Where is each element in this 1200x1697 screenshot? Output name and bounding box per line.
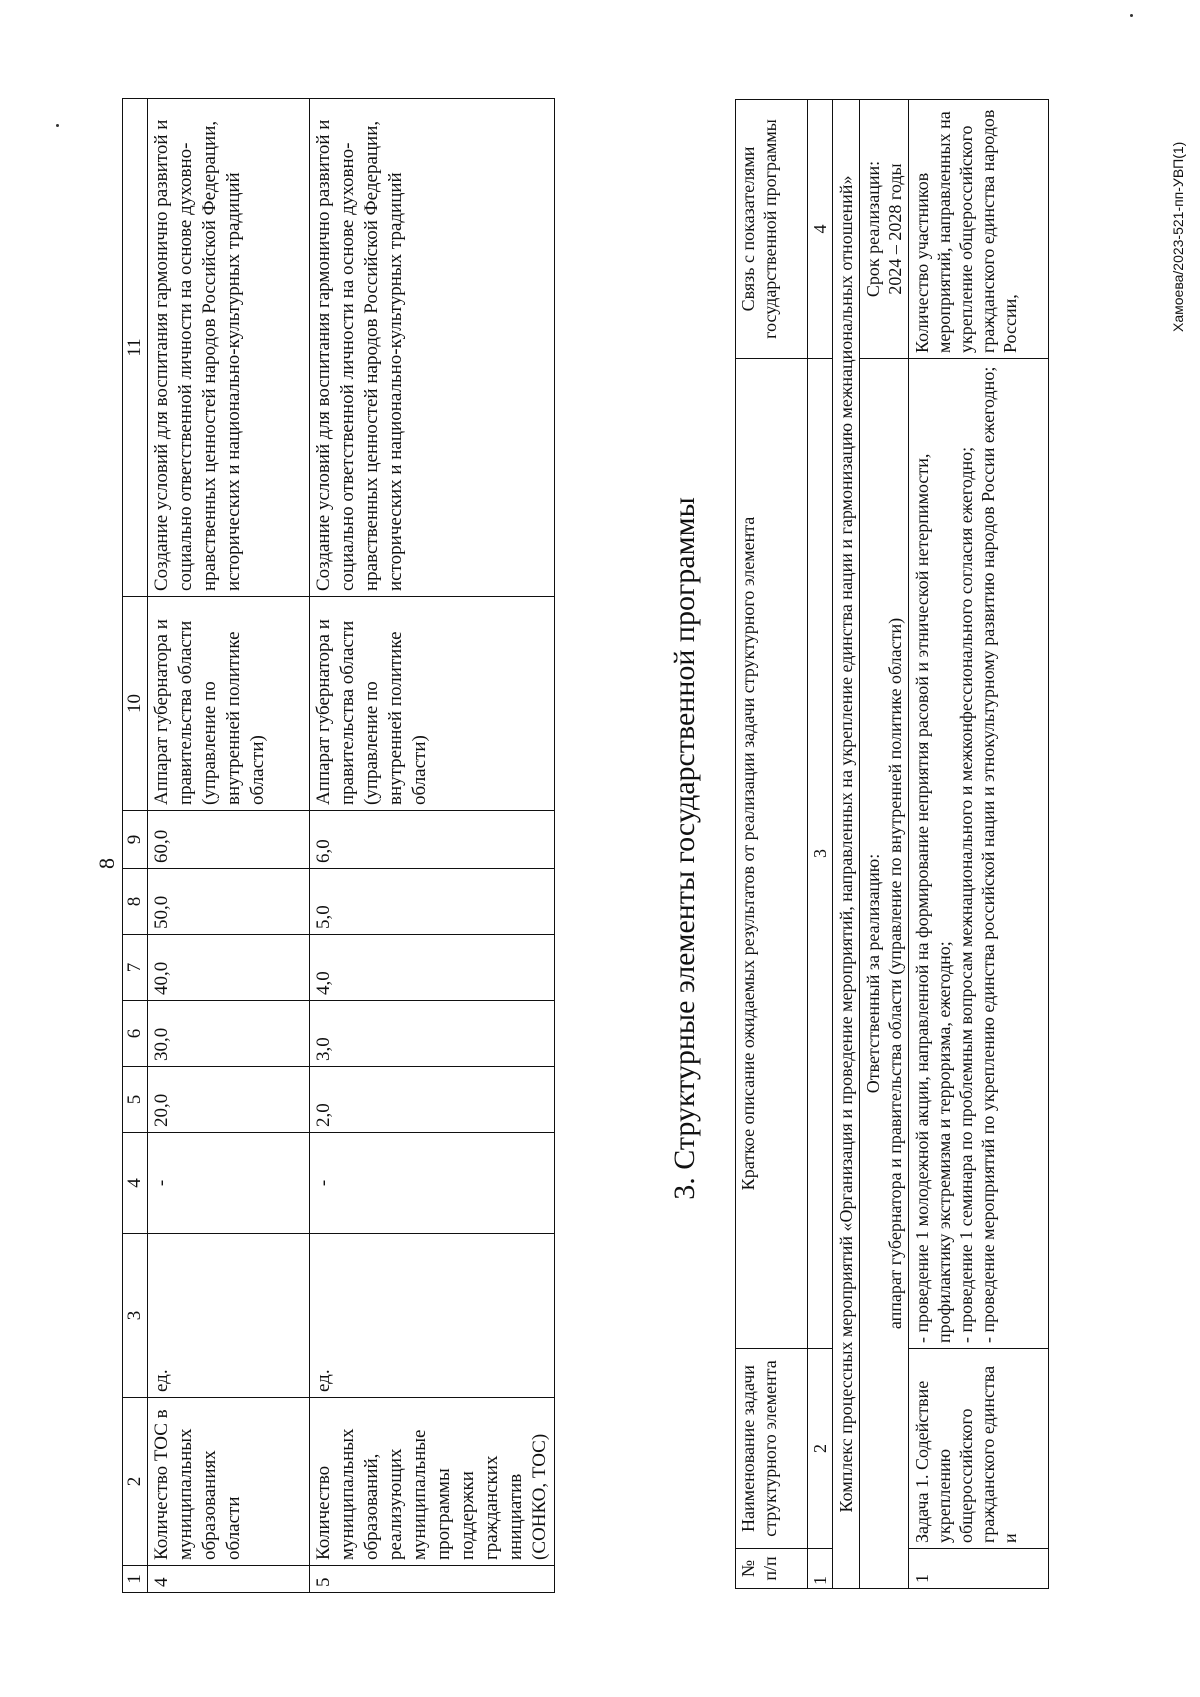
col-num: 1 — [808, 1549, 833, 1589]
col-num: 7 — [123, 935, 148, 1001]
header-task: Наименование задачи структурного элемента — [736, 1349, 808, 1549]
cell: Создание условий для воспитания гармонично развитой и социально ответственной личности на основе духовно-нравственных ценностей народов Российской Федерации, исторических и национально-культурных традиций — [148, 99, 310, 597]
col-num: 6 — [123, 1001, 148, 1067]
col-num: 9 — [123, 811, 148, 869]
scan-speck — [56, 124, 59, 127]
col-num: 4 — [123, 1133, 148, 1234]
cell: Количество ТОС в муниципальных образованиях области — [148, 1398, 310, 1566]
complex-title: Комплекс процессных мероприятий «Организация и проведение мероприятий, направленных на укрепление единства нации и гармонизацию межнациональных отношений» — [833, 100, 860, 1589]
header-indicators: Связь с показателями государственной программы — [736, 100, 808, 359]
cell: 6,0 — [310, 811, 555, 869]
cell: 40,0 — [148, 935, 310, 1001]
header-num: № п/п — [736, 1549, 808, 1589]
cell: 4 — [148, 1566, 310, 1593]
header-numbers-row — [808, 100, 833, 1589]
task-name: Задача 1. Содействие укреплению общероссийского гражданского единства и — [909, 1349, 1049, 1549]
cell: - — [148, 1133, 310, 1234]
col-num: 4 — [808, 100, 833, 359]
cell: 60,0 — [148, 811, 310, 869]
task-results: - проведение 1 молодежной акции, направленной на формирование неприятия расовой и этнической нетерпимости, профилактику экстремизма и терроризма, ежегодно; - проведение 1 семинара по проблемным вопросам межнационального и межконфессионального согласия ежегодно; - проведение мероприятий по укреплению единства российской нации и этнокультурному развитию народов России ежегодно; — [909, 359, 1049, 1349]
header-description: Краткое описание ожидаемых результатов от реализации задачи структурного элемента — [736, 359, 808, 1349]
col-num: 3 — [123, 1234, 148, 1398]
cell: 20,0 — [148, 1067, 310, 1133]
table-header-row — [736, 100, 808, 1589]
col-num: 2 — [123, 1398, 148, 1566]
task-num: 1 — [909, 1549, 1049, 1589]
col-num: 2 — [808, 1349, 833, 1549]
table-row — [310, 99, 555, 1593]
footer-code: Хамоева/2023-521-пп-УВП(1) — [1170, 141, 1186, 332]
cell: ед. — [310, 1234, 555, 1398]
indicators-table — [122, 98, 555, 1593]
term-label: Срок реализации: — [863, 160, 883, 298]
cell: Аппарат губернатора и правительства области (управление по внутренней политике области) — [310, 597, 555, 811]
cell: 3,0 — [310, 1001, 555, 1067]
cell: Аппарат губернатора и правительства области (управление по внутренней политике области) — [148, 597, 310, 811]
task-indicators: Количество участников мероприятий, направленных на укрепление общероссийского гражданского единства народов России, — [909, 100, 1049, 359]
table-row — [909, 100, 1049, 1589]
indicators-header-row — [123, 99, 148, 1593]
col-num: 1 — [123, 1566, 148, 1593]
responsible-value: аппарат губернатора и правительства области (управление по внутренней политике области) — [885, 617, 905, 1330]
responsible-cell — [860, 359, 909, 1589]
cell: 4,0 — [310, 935, 555, 1001]
structural-elements-table — [735, 99, 1049, 1589]
cell: Количество муниципальных образований, реализующих муниципальные программы поддержки гражданских инициатив (СОНКО, ТОС) — [310, 1398, 555, 1566]
cell: Создание условий для воспитания гармонично развитой и социально ответственной личности на основе духовно-нравственных ценностей народов Российской Федерации, исторических и национально-культурных традиций — [310, 99, 555, 597]
cell: 30,0 — [148, 1001, 310, 1067]
page-number: 8 — [94, 858, 119, 869]
col-num: 8 — [123, 869, 148, 935]
section-title: 3. Структурные элементы государственной программы — [668, 497, 701, 1200]
cell: 2,0 — [310, 1067, 555, 1133]
complex-title-row — [833, 100, 860, 1589]
col-num: 11 — [123, 99, 148, 597]
responsible-label: Ответственный за реализацию: — [863, 853, 883, 1094]
cell: 5 — [310, 1566, 555, 1593]
responsible-row — [860, 100, 909, 1589]
scan-speck — [1130, 14, 1133, 17]
cell: 50,0 — [148, 869, 310, 935]
term-cell — [860, 100, 909, 359]
cell: 5,0 — [310, 869, 555, 935]
term-value: 2024 – 2028 годы — [885, 163, 905, 295]
col-num: 3 — [808, 359, 833, 1349]
table-row — [148, 99, 310, 1593]
cell: - — [310, 1133, 555, 1234]
col-num: 10 — [123, 597, 148, 811]
cell: ед. — [148, 1234, 310, 1398]
col-num: 5 — [123, 1067, 148, 1133]
